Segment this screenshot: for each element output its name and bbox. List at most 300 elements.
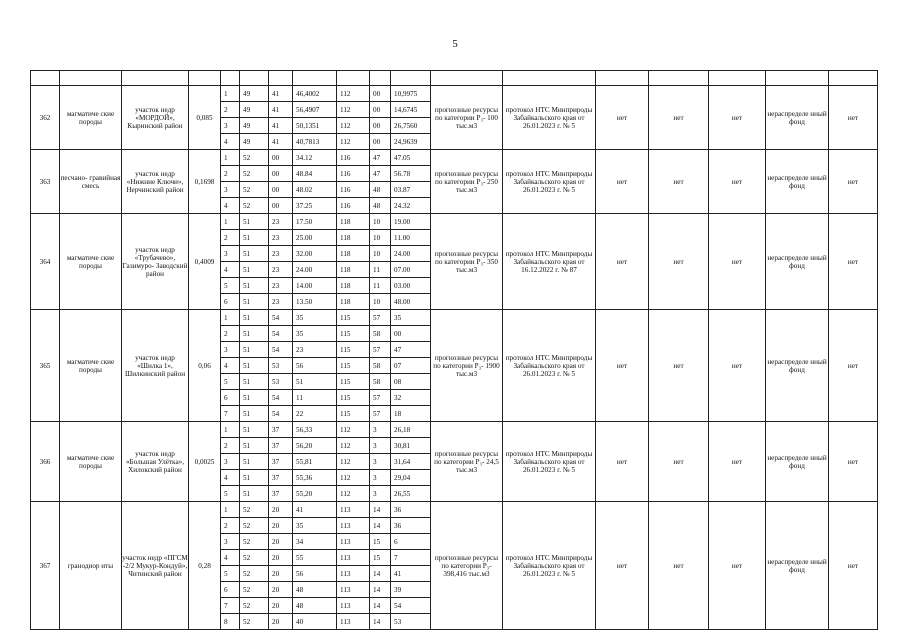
lon-min: 3 [370, 454, 391, 470]
table-row [31, 422, 878, 438]
lon-min: 3 [370, 422, 391, 438]
site-name: участок недр «Большая Улётка», Хилокский район [122, 422, 189, 502]
flag-cell: нет [709, 150, 766, 214]
lon-sec: 26,7560 [391, 118, 431, 134]
flag-cell: нет [829, 86, 878, 150]
lon-deg: 116 [337, 182, 370, 198]
record-number: 362 [31, 86, 60, 150]
lon-deg: 118 [337, 246, 370, 262]
table-row [31, 214, 878, 230]
lon-min: 10 [370, 294, 391, 310]
lat-sec: 17.50 [293, 214, 337, 230]
flag-cell: нет [829, 310, 878, 422]
lat-sec: 56,4907 [293, 102, 337, 118]
lat-sec: 48 [293, 582, 337, 598]
lat-min: 00 [269, 198, 293, 214]
lon-sec: 54 [391, 598, 431, 614]
lat-deg: 52 [240, 198, 269, 214]
lat-sec: 24.00 [293, 262, 337, 278]
lat-deg: 52 [240, 182, 269, 198]
point-index: 4 [221, 358, 240, 374]
lon-min: 58 [370, 374, 391, 390]
lat-min: 37 [269, 454, 293, 470]
lat-deg: 52 [240, 518, 269, 534]
lon-min: 48 [370, 182, 391, 198]
lon-sec: 35 [391, 310, 431, 326]
flag-cell: нет [649, 422, 709, 502]
record-number: 365 [31, 310, 60, 422]
lat-min: 20 [269, 598, 293, 614]
lat-min: 53 [269, 374, 293, 390]
fund-status: нераспределе нный фонд [766, 86, 829, 150]
lat-deg: 51 [240, 486, 269, 502]
site-area: 0,1698 [189, 150, 221, 214]
lat-sec: 46,4002 [293, 86, 337, 102]
lon-min: 00 [370, 134, 391, 150]
lat-min: 23 [269, 278, 293, 294]
lat-sec: 50,1351 [293, 118, 337, 134]
lon-sec: 56.78 [391, 166, 431, 182]
lon-deg: 115 [337, 358, 370, 374]
lon-deg: 115 [337, 406, 370, 422]
lat-sec: 55,81 [293, 454, 337, 470]
lat-sec: 32.00 [293, 246, 337, 262]
lat-min: 20 [269, 534, 293, 550]
lon-sec: 47 [391, 342, 431, 358]
lat-sec: 40 [293, 614, 337, 630]
lon-sec: 30,81 [391, 438, 431, 454]
point-index: 4 [221, 470, 240, 486]
table-row [31, 310, 878, 326]
lon-deg: 113 [337, 566, 370, 582]
lat-deg: 49 [240, 86, 269, 102]
table-row [31, 150, 878, 166]
lon-sec: 14,6745 [391, 102, 431, 118]
lat-deg: 51 [240, 230, 269, 246]
point-index: 3 [221, 454, 240, 470]
lon-sec: 6 [391, 534, 431, 550]
lat-min: 37 [269, 470, 293, 486]
lon-deg: 112 [337, 86, 370, 102]
flag-cell: нет [596, 86, 649, 150]
lat-deg: 49 [240, 102, 269, 118]
point-index: 2 [221, 166, 240, 182]
flag-cell: нет [596, 310, 649, 422]
lon-deg: 116 [337, 198, 370, 214]
lon-deg: 115 [337, 326, 370, 342]
lon-min: 3 [370, 470, 391, 486]
flag-cell: нет [709, 502, 766, 630]
point-index: 1 [221, 422, 240, 438]
lat-sec: 35 [293, 310, 337, 326]
lon-deg: 118 [337, 278, 370, 294]
site-name: участок недр «МОРДОЙ», Кыринский район [122, 86, 189, 150]
lon-deg: 115 [337, 342, 370, 358]
lat-min: 54 [269, 342, 293, 358]
fund-status: нераспределе нный фонд [766, 150, 829, 214]
lon-sec: 31,64 [391, 454, 431, 470]
lat-deg: 52 [240, 614, 269, 630]
lon-min: 48 [370, 198, 391, 214]
lat-sec: 48.84 [293, 166, 337, 182]
point-index: 3 [221, 182, 240, 198]
lon-deg: 113 [337, 598, 370, 614]
lat-deg: 51 [240, 262, 269, 278]
lon-sec: 11.00 [391, 230, 431, 246]
mineral-type: магматиче ские породы [60, 214, 122, 310]
lat-min: 41 [269, 118, 293, 134]
lat-sec: 51 [293, 374, 337, 390]
resources-estimate: прогнозные ресурсы по категории P₃- 350 тыс.м3 [431, 214, 503, 310]
lon-min: 00 [370, 102, 391, 118]
page-number: 5 [452, 38, 458, 50]
lat-deg: 52 [240, 598, 269, 614]
lon-deg: 113 [337, 534, 370, 550]
table-row [31, 86, 878, 102]
lon-deg: 115 [337, 310, 370, 326]
lat-sec: 56 [293, 566, 337, 582]
lon-sec: 24.00 [391, 246, 431, 262]
lat-sec: 14.00 [293, 278, 337, 294]
lon-sec: 36 [391, 518, 431, 534]
flag-cell: нет [709, 86, 766, 150]
lon-min: 00 [370, 86, 391, 102]
lat-deg: 51 [240, 438, 269, 454]
lon-min: 15 [370, 550, 391, 566]
lon-min: 14 [370, 598, 391, 614]
lon-sec: 26,55 [391, 486, 431, 502]
lon-min: 47 [370, 150, 391, 166]
lon-deg: 115 [337, 390, 370, 406]
lat-sec: 56,20 [293, 438, 337, 454]
flag-cell: нет [829, 150, 878, 214]
fund-status: нераспределе нный фонд [766, 422, 829, 502]
lat-min: 54 [269, 310, 293, 326]
lat-min: 41 [269, 86, 293, 102]
lon-sec: 24,9639 [391, 134, 431, 150]
lat-sec: 25.00 [293, 230, 337, 246]
site-name: участок недр «Трубачево», Газимуро- Заводский район [122, 214, 189, 310]
lon-sec: 39 [391, 582, 431, 598]
lon-min: 10 [370, 230, 391, 246]
fund-status: нераспределе нный фонд [766, 310, 829, 422]
table-row [31, 502, 878, 518]
lat-min: 20 [269, 566, 293, 582]
lon-min: 11 [370, 262, 391, 278]
lon-sec: 7 [391, 550, 431, 566]
resources-estimate: прогнозные ресурсы по категории P₃- 24,5 тыс.м3 [431, 422, 503, 502]
lon-sec: 32 [391, 390, 431, 406]
lat-deg: 51 [240, 422, 269, 438]
flag-cell: нет [709, 310, 766, 422]
lat-deg: 49 [240, 118, 269, 134]
flag-cell: нет [709, 214, 766, 310]
lon-min: 57 [370, 390, 391, 406]
lat-sec: 23 [293, 342, 337, 358]
lat-deg: 52 [240, 566, 269, 582]
flag-cell: нет [649, 214, 709, 310]
flag-cell: нет [649, 502, 709, 630]
lon-sec: 08 [391, 374, 431, 390]
lat-min: 23 [269, 214, 293, 230]
point-index: 3 [221, 534, 240, 550]
point-index: 6 [221, 294, 240, 310]
lon-sec: 53 [391, 614, 431, 630]
lon-deg: 112 [337, 486, 370, 502]
lat-deg: 51 [240, 406, 269, 422]
lon-deg: 112 [337, 134, 370, 150]
lon-min: 58 [370, 358, 391, 374]
fund-status: нераспределе нный фонд [766, 214, 829, 310]
lat-sec: 55,20 [293, 486, 337, 502]
point-index: 4 [221, 550, 240, 566]
lat-deg: 51 [240, 294, 269, 310]
lat-sec: 34.12 [293, 150, 337, 166]
lon-deg: 113 [337, 614, 370, 630]
lon-sec: 41 [391, 566, 431, 582]
lon-deg: 118 [337, 262, 370, 278]
resources-estimate: прогнозные ресурсы по категории P₃- 398,416 тыс.м3 [431, 502, 503, 630]
flag-cell: нет [596, 422, 649, 502]
point-index: 2 [221, 326, 240, 342]
lat-sec: 56,33 [293, 422, 337, 438]
lat-min: 54 [269, 406, 293, 422]
lat-deg: 51 [240, 374, 269, 390]
site-name: участок недр «Нижние Ключи», Нерчинский район [122, 150, 189, 214]
mineral-type: магматиче ские породы [60, 310, 122, 422]
record-number: 367 [31, 502, 60, 630]
lon-deg: 113 [337, 550, 370, 566]
lat-sec: 56 [293, 358, 337, 374]
flag-cell: нет [596, 502, 649, 630]
approval-protocol: протокол НТС Минприроды Забайкальского края от 16.12.2022 г. № 87 [503, 214, 596, 310]
lon-sec: 10,9975 [391, 86, 431, 102]
flag-cell: нет [649, 150, 709, 214]
point-index: 5 [221, 278, 240, 294]
lon-sec: 29,04 [391, 470, 431, 486]
point-index: 1 [221, 310, 240, 326]
lat-min: 20 [269, 582, 293, 598]
lat-min: 20 [269, 550, 293, 566]
lat-min: 37 [269, 422, 293, 438]
lon-deg: 113 [337, 502, 370, 518]
approval-protocol: протокол НТС Минприроды Забайкальского края от 26.01.2023 г. № 5 [503, 150, 596, 214]
lat-deg: 52 [240, 582, 269, 598]
lat-min: 37 [269, 486, 293, 502]
fund-status: нераспределе нный фонд [766, 502, 829, 630]
lat-min: 20 [269, 614, 293, 630]
lat-deg: 51 [240, 390, 269, 406]
lat-deg: 51 [240, 326, 269, 342]
point-index: 8 [221, 614, 240, 630]
lat-sec: 48 [293, 598, 337, 614]
mineral-type: гранодиор иты [60, 502, 122, 630]
lon-min: 10 [370, 214, 391, 230]
lat-deg: 51 [240, 246, 269, 262]
lat-min: 53 [269, 358, 293, 374]
lat-min: 37 [269, 438, 293, 454]
lon-min: 57 [370, 406, 391, 422]
flag-cell: нет [829, 214, 878, 310]
lon-deg: 116 [337, 150, 370, 166]
lon-min: 57 [370, 310, 391, 326]
point-index: 7 [221, 406, 240, 422]
approval-protocol: протокол НТС Минприроды Забайкальского края от 26.01.2023 г. № 5 [503, 422, 596, 502]
lat-deg: 52 [240, 502, 269, 518]
record-number: 363 [31, 150, 60, 214]
point-index: 2 [221, 102, 240, 118]
mineral-type: магматиче ские породы [60, 422, 122, 502]
lon-sec: 18 [391, 406, 431, 422]
lon-deg: 112 [337, 454, 370, 470]
point-index: 7 [221, 598, 240, 614]
point-index: 3 [221, 342, 240, 358]
flag-cell: нет [596, 150, 649, 214]
lon-deg: 112 [337, 422, 370, 438]
point-index: 4 [221, 198, 240, 214]
record-number: 366 [31, 422, 60, 502]
approval-protocol: протокол НТС Минприроды Забайкальского края от 26.01.2023 г. № 5 [503, 502, 596, 630]
lon-min: 15 [370, 534, 391, 550]
lon-deg: 112 [337, 438, 370, 454]
mineral-type: песчано- гравийная смесь [60, 150, 122, 214]
lon-sec: 07 [391, 358, 431, 374]
lat-deg: 49 [240, 134, 269, 150]
lat-sec: 41 [293, 502, 337, 518]
site-area: 0,085 [189, 86, 221, 150]
table-body [31, 71, 878, 630]
point-index: 3 [221, 118, 240, 134]
point-index: 1 [221, 86, 240, 102]
lat-deg: 51 [240, 278, 269, 294]
lon-sec: 24.32 [391, 198, 431, 214]
lon-sec: 19.00 [391, 214, 431, 230]
lon-min: 11 [370, 278, 391, 294]
lat-deg: 51 [240, 470, 269, 486]
lon-min: 14 [370, 566, 391, 582]
lat-min: 23 [269, 294, 293, 310]
lon-sec: 26,18 [391, 422, 431, 438]
lat-min: 00 [269, 166, 293, 182]
lon-min: 00 [370, 118, 391, 134]
point-index: 2 [221, 230, 240, 246]
site-name: участок недр «Шилка 1», Шилкинский район [122, 310, 189, 422]
point-index: 4 [221, 134, 240, 150]
lat-sec: 22 [293, 406, 337, 422]
lat-min: 23 [269, 262, 293, 278]
lon-deg: 118 [337, 214, 370, 230]
lon-deg: 112 [337, 118, 370, 134]
point-index: 1 [221, 502, 240, 518]
flag-cell: нет [709, 422, 766, 502]
resources-estimate: прогнозные ресурсы по категории P₃- 100 тыс.м3 [431, 86, 503, 150]
lat-deg: 52 [240, 534, 269, 550]
lon-sec: 03.00 [391, 278, 431, 294]
flag-cell: нет [829, 502, 878, 630]
lat-min: 23 [269, 230, 293, 246]
point-index: 2 [221, 438, 240, 454]
lon-min: 58 [370, 326, 391, 342]
lon-deg: 118 [337, 294, 370, 310]
lon-deg: 118 [337, 230, 370, 246]
lat-sec: 35 [293, 326, 337, 342]
point-index: 6 [221, 582, 240, 598]
point-index: 1 [221, 150, 240, 166]
lat-deg: 52 [240, 550, 269, 566]
site-name: участок недр «ПГСМ -2/2 Мукур-Кондуй», Читинский район [122, 502, 189, 630]
lon-sec: 00 [391, 326, 431, 342]
lat-sec: 37.25 [293, 198, 337, 214]
lon-sec: 36 [391, 502, 431, 518]
flag-cell: нет [596, 214, 649, 310]
point-index: 6 [221, 390, 240, 406]
site-area: 0,28 [189, 502, 221, 630]
lon-min: 10 [370, 246, 391, 262]
point-index: 3 [221, 246, 240, 262]
lon-min: 3 [370, 438, 391, 454]
record-number: 364 [31, 214, 60, 310]
point-index: 1 [221, 214, 240, 230]
resources-estimate: прогнозные ресурсы по категории P₃- 1900 тыс.м3 [431, 310, 503, 422]
point-index: 4 [221, 262, 240, 278]
site-area: 0,06 [189, 310, 221, 422]
mineral-type: магматиче ские породы [60, 86, 122, 150]
point-index: 5 [221, 566, 240, 582]
approval-protocol: протокол НТС Минприроды Забайкальского края от 26.01.2023 г. № 5 [503, 86, 596, 150]
flag-cell: нет [649, 86, 709, 150]
lat-min: 20 [269, 502, 293, 518]
lat-min: 41 [269, 102, 293, 118]
lon-deg: 112 [337, 470, 370, 486]
lat-sec: 40,7813 [293, 134, 337, 150]
lon-min: 47 [370, 166, 391, 182]
lon-sec: 07.00 [391, 262, 431, 278]
lon-min: 57 [370, 342, 391, 358]
subsoil-sites-table [30, 70, 878, 630]
lon-min: 14 [370, 518, 391, 534]
lon-deg: 113 [337, 518, 370, 534]
lat-deg: 51 [240, 214, 269, 230]
flag-cell: нет [829, 422, 878, 502]
lat-min: 54 [269, 326, 293, 342]
site-area: 0,4009 [189, 214, 221, 310]
flag-cell: нет [649, 310, 709, 422]
lon-sec: 48.00 [391, 294, 431, 310]
lon-min: 14 [370, 614, 391, 630]
lat-sec: 34 [293, 534, 337, 550]
lon-deg: 112 [337, 102, 370, 118]
lon-deg: 113 [337, 582, 370, 598]
lat-deg: 52 [240, 150, 269, 166]
lon-min: 14 [370, 582, 391, 598]
site-area: 0,0025 [189, 422, 221, 502]
lat-min: 54 [269, 390, 293, 406]
approval-protocol: протокол НТС Минприроды Забайкальского края от 26.01.2023 г. № 5 [503, 310, 596, 422]
lat-deg: 52 [240, 166, 269, 182]
lon-deg: 116 [337, 166, 370, 182]
lon-sec: 03.87 [391, 182, 431, 198]
lat-min: 00 [269, 182, 293, 198]
lon-min: 14 [370, 502, 391, 518]
resources-estimate: прогнозные ресурсы по категории P₃- 250 тыс.м3 [431, 150, 503, 214]
point-index: 5 [221, 486, 240, 502]
lat-min: 00 [269, 150, 293, 166]
lat-sec: 13.50 [293, 294, 337, 310]
header-row [31, 71, 878, 86]
lat-sec: 55,36 [293, 470, 337, 486]
lat-deg: 51 [240, 310, 269, 326]
lon-sec: 47.05 [391, 150, 431, 166]
